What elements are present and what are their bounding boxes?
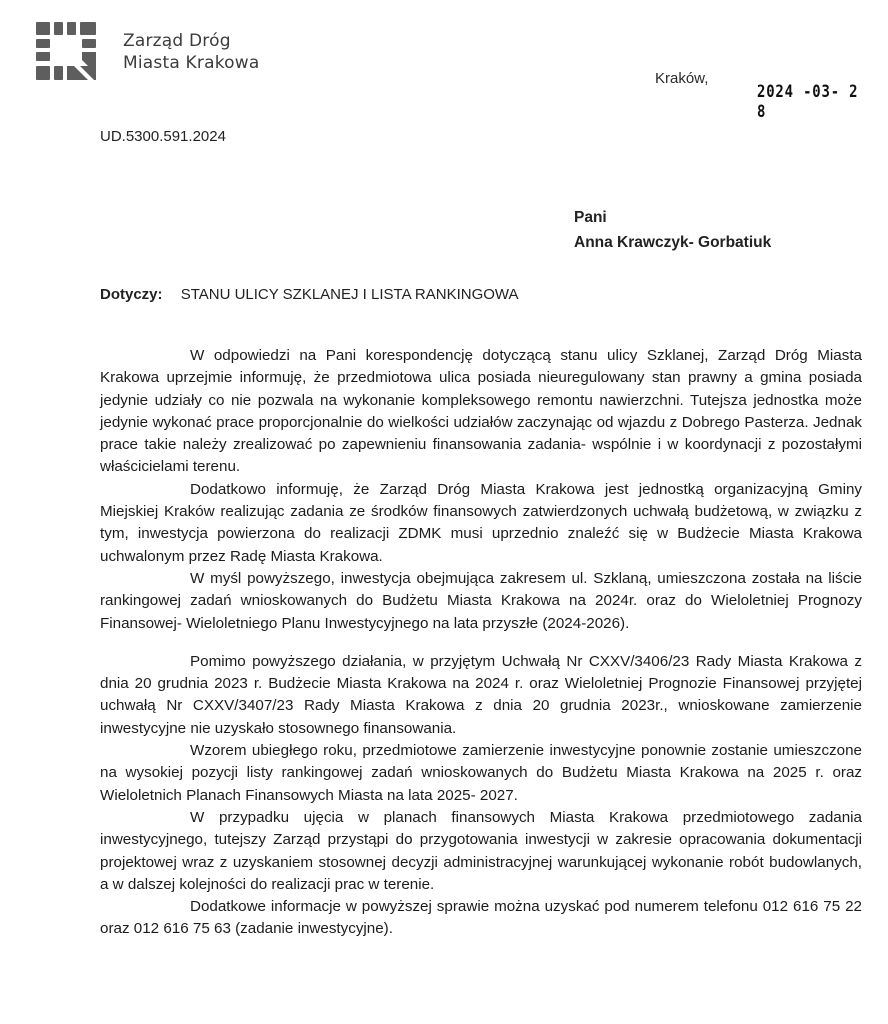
organization-name-line1: Zarząd Dróg bbox=[123, 31, 231, 51]
recipient-block bbox=[574, 205, 771, 255]
body-paragraph: W odpowiedzi na Pani korespondencję dotyczącą stanu ulicy Szklanej, Zarząd Dróg Miasta Krakowa uprzejmie informuję, że przedmiotowa ulica posiada nieuregulowany stan prawny a gmina posiada jedynie udziały co nie pozwala na wykonanie kompleksowego remontu nawierzchni. Tutejsza jednostka może jedynie wykonać prace proporcjonalnie do wielkości udziałów zaczynając od wjazdu z Dobrego Pasterza. Jednak prace takie należy zrealizować po zapewnieniu finansowania zadania- wspólnie i w koordynacji z pozostałymi właścicielami terenu. bbox=[100, 347, 862, 476]
body-paragraph: Dodatkowe informacje w powyższej sprawie można uzyskać pod numerem telefonu 012 616 75 22 oraz 012 616 75 63 (zadanie inwestycyjne). bbox=[100, 898, 862, 938]
subject-text: STANU ULICY SZKLANEJ I LISTA RANKINGOWA bbox=[180, 286, 519, 303]
subject-label: Dotyczy: bbox=[100, 286, 163, 303]
body-paragraph: W myśl powyższego, inwestycja obejmująca zakresem ul. Szklaną, umieszczona została na liście rankingowej zadań wnioskowanych do Budżetu Miasta Krakowa na 2024r. oraz do Wieloletniej Prognozy Finansowej- Wieloletniego Planu Inwestycyjnego na lata przyszłe (2024-2026). bbox=[100, 569, 862, 632]
date-stamp: 2024 -03- 2 8 bbox=[757, 82, 859, 122]
city-label: Kraków, bbox=[655, 70, 709, 87]
organization-name-line2: Miasta Krakowa bbox=[123, 53, 260, 73]
body-paragraph: W przypadku ujęcia w planach finansowych Miasta Krakowa przedmiotowego zadania inwestycyjnego, tutejszy Zarząd przystąpi do przygotowania inwestycji w zakresie opracowania dokumentacji projektowej wraz z uzyskaniem stosownej decyzji administracyjnej warunkującej wykonanie robót budowlanych, a w dalszej kolejności do realizacji prac w terenie. bbox=[100, 808, 862, 893]
recipient-salutation: Pani bbox=[574, 209, 607, 226]
letter-body bbox=[100, 345, 862, 941]
subject-line bbox=[100, 286, 519, 303]
body-paragraph: Pomimo powyższego działania, w przyjętym Uchwałą Nr CXXV/3406/23 Rady Miasta Krakowa z dnia 20 grudnia 2023 r. Budżecie Miasta Krakowa na 2024 r. oraz Wieloletniej Prognozie Finansowej przyjętej uchwałą Nr CXXV/3407/23 Rady Miasta Krakowa z dnia 20 grudnia 2023r., wnioskowane zamierzenie inwestycyjne nie uzyskało stosownego finansowania. bbox=[100, 652, 862, 737]
body-paragraph: Dodatkowo informuję, że Zarząd Dróg Miasta Krakowa jest jednostką organizacyjną Gminy Miejskiej Kraków realizując zadania ze środków finansowych zatwierdzonych uchwałą budżetową, w związku z tym, inwestycja powierzona do realizacji ZDMK musi uprzednio znaleźć się w Budżecie Miasta Krakowa uchwalonym przez Radę Miasta Krakowa. bbox=[100, 480, 862, 565]
reference-number: UD.5300.591.2024 bbox=[100, 128, 226, 145]
body-paragraph: Wzorem ubiegłego roku, przedmiotowe zamierzenie inwestycyjne ponownie zostanie umieszczone na wysokiej pozycji listy rankingowej zadań wnioskowanych do Budżetu Miasta Krakowa na 2025 r. oraz Wieloletnich Planach Finansowych Miasta na lata 2025- 2027. bbox=[100, 742, 862, 804]
zdmk-logo-icon bbox=[36, 22, 98, 82]
recipient-name: Anna Krawczyk- Gorbatiuk bbox=[574, 234, 772, 251]
organization-name bbox=[123, 30, 259, 74]
